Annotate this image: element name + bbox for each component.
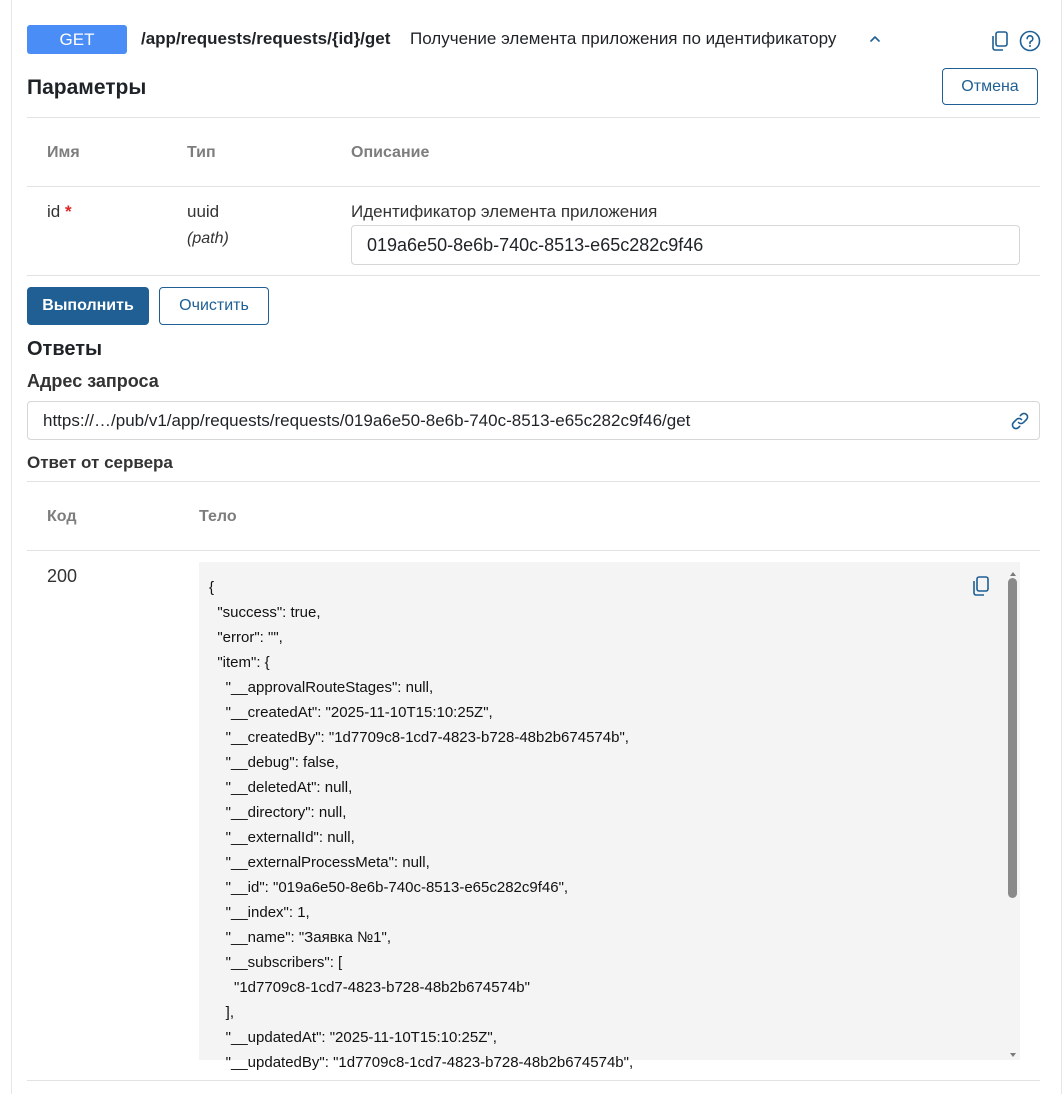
id-input[interactable]: 019a6e50-8e6b-740c-8513-e65c282c9f46 [351,225,1020,265]
response-body[interactable] [199,562,1020,1071]
param-location: (path) [187,230,229,247]
help-icon[interactable] [1019,30,1041,52]
request-url-field[interactable]: https://…/pub/v1/app/requests/requests/019a6e50-8e6b-740c-8513-e65c282c9f46/get [27,401,1040,440]
scroll-down-arrow-icon[interactable] [1008,1046,1018,1054]
divider [27,117,1040,118]
scroll-up-arrow-icon[interactable] [1008,565,1018,573]
response-code: 200 [47,566,78,586]
divider [27,481,1040,482]
responses-title: Ответы [27,338,103,360]
column-header-body: Тело [199,508,237,525]
column-header-name: Имя [47,144,80,161]
endpoint-summary[interactable]: Получение элемента приложения по идентификатору [410,29,837,48]
divider [27,550,1040,551]
param-name [47,202,72,222]
copy-icon[interactable] [989,30,1011,52]
link-icon[interactable] [1009,410,1031,432]
required-marker: * [64,202,72,221]
request-url-label: Адрес запроса [27,371,159,391]
cancel-button[interactable]: Отмена [942,68,1038,105]
server-response-label: Ответ от сервера [27,453,173,472]
divider [27,275,1040,276]
clear-button[interactable]: Очистить [159,287,269,325]
column-header-type: Тип [187,144,216,161]
response-body-text: { "success": true, "error": "", "item": { "__approvalRouteStages": null, "__createdAt": "2025-11-10T15:10:25Z", "__createdBy": "1d7709c8-1cd7-4823-b728-48b2b674574b", "__debug": false, "__deletedAt": null, "__directory": null, "__externalId": null, "__externalProcessMeta": null, "__id": "019a6e50-8e6b-740c-8513-e65c282c9f46", "__index": 1, "__name": "Заявка №1", "__subscribers": [ "1d7709c8-1cd7-4823-b728-48b2b674574b" ], "__updatedAt": "2025-11-10T15:10:25Z", "__updatedBy": "1d7709c8-1cd7-4823-b728-48b2b674574b", [209,579,634,1071]
param-name-text: id [47,202,61,221]
param-description: Идентификатор элемента приложения [351,202,658,221]
column-header-description: Описание [351,144,430,161]
scrollbar-thumb[interactable] [1008,578,1017,898]
copy-icon[interactable] [971,575,991,597]
method-badge: GET [27,25,127,54]
divider [27,1080,1040,1081]
divider [27,186,1040,187]
parameters-title: Параметры [27,76,147,99]
chevron-up-icon[interactable] [866,28,884,48]
param-type: uuid [187,202,220,221]
execute-button[interactable]: Выполнить [27,287,149,325]
endpoint-path[interactable]: /app/requests/requests/{id}/get [141,29,391,48]
column-header-code: Код [47,508,77,525]
